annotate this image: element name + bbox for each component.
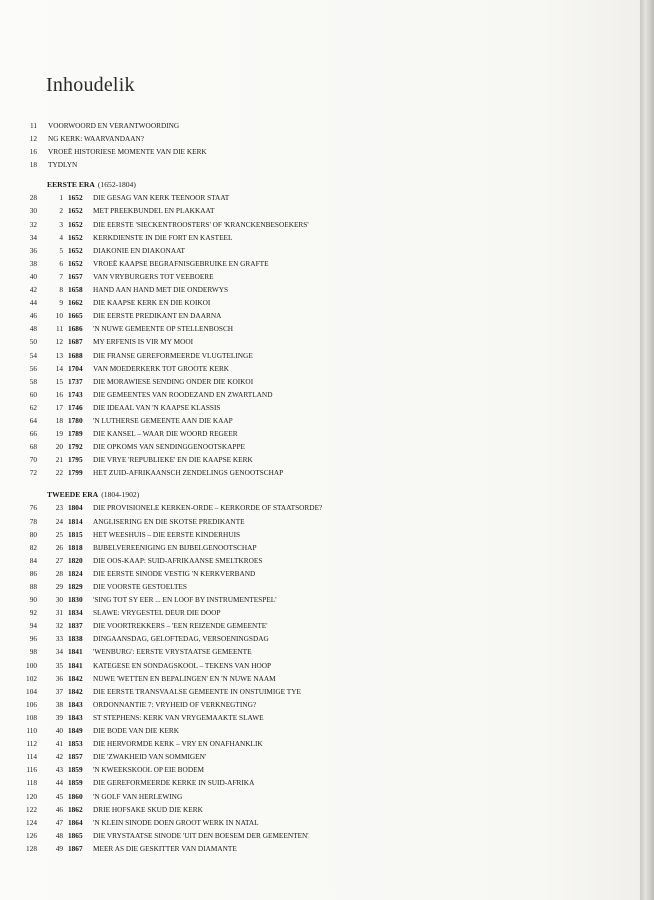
- chapter-number: 32: [55, 621, 63, 631]
- chapter-number: 11: [55, 324, 63, 334]
- chapter-number: 34: [55, 647, 63, 657]
- page-number: 18: [29, 160, 37, 170]
- chapter-number: 49: [55, 843, 63, 853]
- entry-title: DIE BODE VAN DIE KERK: [93, 726, 180, 736]
- era-heading: [0, 488, 640, 501]
- page-number: 56: [29, 363, 37, 373]
- chapter-year: 1814: [68, 516, 83, 526]
- chapter-year: 1841: [68, 660, 83, 670]
- chapter-number: 21: [55, 455, 63, 465]
- toc-entry: [0, 427, 640, 440]
- entry-title: DIE KAAPSE KERK EN DIE KOIKOI: [93, 298, 211, 308]
- entry-title: NG KERK: WAARVANDAAN?: [48, 134, 145, 144]
- toc-entry: [0, 816, 640, 829]
- toc-entry: [0, 645, 640, 658]
- page-number: 54: [29, 350, 37, 360]
- toc-entry: [0, 453, 640, 466]
- chapter-number: 29: [55, 582, 63, 591]
- entry-title: DINGAANSDAG, GELOFTEDAG, VERSOENINGSDAG: [93, 634, 269, 644]
- toc-entry: [0, 711, 640, 724]
- toc-entry: [0, 401, 640, 414]
- page-number: 118: [26, 778, 37, 788]
- page-number: 124: [26, 817, 37, 827]
- page-number: 44: [29, 298, 37, 308]
- toc-entry: [0, 672, 640, 685]
- toc-entry: [0, 270, 640, 283]
- chapter-year: 1837: [68, 621, 83, 631]
- entry-title: DIE VOORTREKKERS – 'EEN REIZENDE GEMEENTE': [93, 621, 268, 631]
- chapter-year: 1843: [68, 712, 83, 722]
- chapter-year: 1853: [68, 739, 83, 749]
- chapter-year: 1804: [68, 503, 83, 513]
- entry-title: VROEË KAAPSE BEGRAFNISGEBRUIKE EN GRAFTE: [93, 258, 269, 268]
- page-edge: [640, 0, 654, 900]
- toc-entry: [0, 659, 640, 672]
- table-of-contents: [0, 119, 640, 855]
- chapter-number: 45: [55, 791, 63, 801]
- entry-title: MET PREEKBUNDEL EN PLAKKAAT: [93, 206, 215, 216]
- chapter-year: 1834: [68, 608, 83, 618]
- toc-entry: [0, 606, 640, 619]
- toc-entry: [0, 440, 640, 453]
- intro-row: [0, 145, 640, 158]
- chapter-year: 1662: [68, 298, 83, 308]
- page-number: 68: [29, 442, 37, 452]
- page-number: 116: [26, 765, 37, 775]
- chapter-number: 28: [55, 568, 63, 578]
- toc-entry: [0, 335, 640, 348]
- page-number: 106: [26, 699, 37, 709]
- chapter-number: 14: [55, 363, 63, 373]
- chapter-year: 1842: [68, 673, 83, 683]
- page-number: 72: [29, 468, 37, 478]
- chapter-number: 17: [55, 402, 63, 412]
- entry-title: 'N KWEEKSKOOL OP EIE BODEM: [93, 765, 205, 775]
- page-number: 122: [26, 804, 37, 814]
- page-number: 38: [29, 258, 37, 268]
- chapter-year: 1686: [68, 324, 83, 334]
- chapter-year: 1688: [68, 350, 83, 360]
- chapter-year: 1652: [68, 245, 83, 255]
- page-number: 92: [29, 608, 37, 618]
- entry-title: DIE KANSEL – WAAR DIE WOORD REGEER: [93, 429, 238, 439]
- entry-title: 'SING TOT SY EER ... EN LOOF BY INSTRUMENTESPEL': [93, 595, 277, 605]
- toc-entry: [0, 466, 640, 479]
- chapter-year: 1864: [68, 817, 83, 827]
- toc-entry: [0, 829, 640, 842]
- chapter-year: 1737: [68, 376, 83, 386]
- chapter-year: 1842: [68, 686, 83, 696]
- page-number: 30: [29, 206, 37, 216]
- toc-entry: [0, 724, 640, 737]
- entry-title: VAN MOEDERKERK TOT GROOTE KERK: [93, 363, 230, 373]
- chapter-number: 16: [55, 389, 63, 399]
- page-number: 16: [29, 147, 37, 157]
- chapter-number: 48: [55, 830, 63, 840]
- chapter-year: 1838: [68, 634, 83, 644]
- page-number: 90: [29, 595, 37, 605]
- toc-entry: [0, 632, 640, 645]
- chapter-number: 19: [55, 429, 63, 439]
- intro-row: [0, 119, 640, 132]
- chapter-number: 10: [55, 311, 63, 321]
- chapter-year: 1780: [68, 415, 83, 425]
- chapter-number: 33: [55, 634, 63, 644]
- chapter-number: 41: [55, 739, 63, 749]
- entry-title: DIE GESAG VAN KERK TEENOOR STAAT: [93, 193, 230, 203]
- chapter-number: 5: [59, 245, 63, 255]
- era-heading: [0, 178, 640, 191]
- entry-title: DIE GEMEENTES VAN ROODEZAND EN ZWARTLAND: [93, 389, 273, 399]
- chapter-year: 1657: [68, 271, 83, 281]
- entry-title: NUWE 'WETTEN EN BEPALINGEN' EN 'N NUWE NAAM: [93, 673, 276, 683]
- chapter-number: 22: [55, 468, 63, 478]
- chapter-number: 9: [59, 298, 63, 308]
- chapter-year: 1652: [68, 219, 83, 229]
- entry-title: BIJBELVEREENIGING EN BIJBELGENOOTSCHAP: [93, 542, 257, 552]
- entry-title: ORDONNANTIE 7: VRYHEID OF VERKNEGTING?: [93, 699, 257, 709]
- era-range: (1652-1804): [97, 180, 136, 190]
- page-number: 128: [26, 843, 37, 853]
- toc-entry: [0, 763, 640, 776]
- toc-entry: [0, 244, 640, 257]
- toc-entry: [0, 375, 640, 388]
- page-number: 32: [29, 219, 37, 229]
- chapter-number: 30: [55, 595, 63, 605]
- toc-entry: [0, 501, 640, 514]
- entry-title: VROEË HISTORIESE MOMENTE VAN DIE KERK: [48, 147, 207, 157]
- entry-title: DIE MORAWIESE SENDING ONDER DIE KOIKOI: [93, 376, 254, 386]
- page-number: 110: [26, 726, 37, 736]
- chapter-number: 35: [55, 660, 63, 670]
- chapter-year: 1743: [68, 389, 83, 399]
- chapter-year: 1829: [68, 582, 83, 591]
- page-number: 50: [29, 337, 37, 347]
- chapter-year: 1652: [68, 206, 83, 216]
- chapter-year: 1815: [68, 529, 83, 539]
- toc-entry: [0, 528, 640, 541]
- chapter-year: 1792: [68, 442, 83, 452]
- entry-title: DIE VOORSTE GESTOELTES: [93, 582, 187, 591]
- entry-title: DIE OOS-KAAP: SUID-AFRIKAANSE SMELTKROES: [93, 555, 263, 565]
- chapter-number: 2: [59, 206, 63, 216]
- chapter-year: 1652: [68, 258, 83, 268]
- toc-entry: [0, 191, 640, 204]
- chapter-year: 1799: [68, 468, 83, 478]
- page-number: 88: [29, 582, 37, 591]
- chapter-year: 1687: [68, 337, 83, 347]
- chapter-number: 38: [55, 699, 63, 709]
- toc-entry: [0, 204, 640, 217]
- page-number: 102: [26, 673, 37, 683]
- page-number: 96: [29, 634, 37, 644]
- entry-title: DIE EERSTE SINODE VESTIG 'N KERKVERBAND: [93, 568, 256, 578]
- intro-row: [0, 158, 640, 171]
- chapter-number: 31: [55, 608, 63, 618]
- entry-title: ST STEPHENS: KERK VAN VRYGEMAAKTE SLAWE: [93, 712, 264, 722]
- toc-entry: [0, 218, 640, 231]
- entry-title: DIE IDEAAL VAN 'N KAAPSE KLASSIS: [93, 402, 221, 412]
- chapter-year: 1830: [68, 595, 83, 605]
- page-number: 40: [29, 271, 37, 281]
- entry-title: DIE VRYE 'REPUBLIEKE' EN DIE KAAPSE KERK: [93, 455, 253, 465]
- page-number: 100: [26, 660, 37, 670]
- toc-entry: [0, 515, 640, 528]
- page-number: 11: [29, 121, 37, 130]
- page-number: 98: [29, 647, 37, 657]
- toc-entry: [0, 283, 640, 296]
- toc-entry: [0, 790, 640, 803]
- page-number: 84: [29, 555, 37, 565]
- entry-title: DIE 'ZWAKHEID VAN SOMMIGEN': [93, 752, 207, 762]
- chapter-year: 1867: [68, 843, 83, 853]
- entry-title: MEER AS DIE GESKITTER VAN DIAMANTE: [93, 843, 237, 853]
- toc-entry: [0, 619, 640, 632]
- entry-title: DIE EERSTE 'SIECKENTROOSTERS' OF 'KRANCKENBESOEKERS': [93, 219, 309, 229]
- chapter-number: 36: [55, 673, 63, 683]
- entry-title: DIE EERSTE TRANSVAALSE GEMEENTE IN ONSTUIMIGE TYE: [93, 686, 301, 696]
- page-number: 66: [29, 429, 37, 439]
- page-number: 12: [29, 134, 37, 144]
- toc-entry: [0, 231, 640, 244]
- section-spacer: [0, 171, 640, 178]
- chapter-year: 1841: [68, 647, 83, 657]
- toc-entry: [0, 322, 640, 335]
- page-number: 78: [29, 516, 37, 526]
- chapter-number: 15: [55, 376, 63, 386]
- chapter-year: 1860: [68, 791, 83, 801]
- entry-title: MY ERFENIS IS VIR MY MOOI: [93, 337, 194, 347]
- chapter-year: 1652: [68, 193, 83, 203]
- era-name: TWEEDE ERA: [47, 490, 99, 500]
- toc-entry: [0, 580, 640, 593]
- chapter-number: 13: [55, 350, 63, 360]
- page-number: 120: [26, 791, 37, 801]
- chapter-number: 7: [59, 271, 63, 281]
- chapter-number: 12: [55, 337, 63, 347]
- chapter-number: 25: [55, 529, 63, 539]
- chapter-year: 1795: [68, 455, 83, 465]
- toc-entry: [0, 541, 640, 554]
- chapter-number: 8: [59, 285, 63, 295]
- chapter-number: 3: [59, 219, 63, 229]
- chapter-number: 39: [55, 712, 63, 722]
- chapter-year: 1824: [68, 568, 83, 578]
- chapter-number: 1: [59, 193, 63, 203]
- chapter-number: 6: [59, 258, 63, 268]
- page-number: 114: [26, 752, 37, 762]
- entry-title: KATEGESE EN SONDAGSKOOL – TEKENS VAN HOOP: [93, 660, 272, 670]
- entry-title: VAN VRYBURGERS TOT VEEBOERE: [93, 271, 214, 281]
- entry-title: VOORWOORD EN VERANTWOORDING: [48, 121, 180, 130]
- toc-entry: [0, 309, 640, 322]
- chapter-year: 1859: [68, 778, 83, 788]
- page-number: 48: [29, 324, 37, 334]
- toc-entry: [0, 567, 640, 580]
- page-number: 108: [26, 712, 37, 722]
- section-spacer: [0, 479, 640, 488]
- toc-entry: [0, 685, 640, 698]
- chapter-year: 1658: [68, 285, 83, 295]
- toc-entry: [0, 803, 640, 816]
- entry-title: TYDLYN: [48, 160, 78, 170]
- chapter-year: 1862: [68, 804, 83, 814]
- toc-entry: [0, 388, 640, 401]
- chapter-year: 1652: [68, 232, 83, 242]
- toc-entry: [0, 349, 640, 362]
- chapter-number: 46: [55, 804, 63, 814]
- chapter-number: 37: [55, 686, 63, 696]
- entry-title: DRIE HOFSAKE SKUD DIE KERK: [93, 804, 203, 814]
- chapter-year: 1843: [68, 699, 83, 709]
- page-title: Inhoudelik: [46, 74, 135, 96]
- toc-entry: [0, 362, 640, 375]
- entry-title: DIE VRYSTAATSE SINODE 'UIT DEN BOESEM DER GEMEENTEN': [93, 830, 309, 840]
- page-number: 112: [26, 739, 37, 749]
- entry-title: 'WENBURG': EERSTE VRYSTAATSE GEMEENTE: [93, 647, 252, 657]
- page-number: 126: [26, 830, 37, 840]
- chapter-number: 20: [55, 442, 63, 452]
- chapter-number: 26: [55, 542, 63, 552]
- entry-title: 'N NUWE GEMEENTE OP STELLENBOSCH: [93, 324, 234, 334]
- intro-row: [0, 132, 640, 145]
- toc-entry: [0, 414, 640, 427]
- entry-title: DIE PROVISIONELE KERKEN-ORDE – KERKORDE OF STAATSORDE?: [93, 503, 323, 513]
- chapter-number: 23: [55, 503, 63, 513]
- chapter-number: 42: [55, 752, 63, 762]
- chapter-number: 27: [55, 555, 63, 565]
- chapter-year: 1704: [68, 363, 83, 373]
- entry-title: HAND AAN HAND MET DIE ONDERWYS: [93, 285, 229, 295]
- toc-entry: [0, 842, 640, 855]
- page-number: 46: [29, 311, 37, 321]
- entry-title: DIE EERSTE PREDIKANT EN DAARNA: [93, 311, 222, 321]
- page-number: 62: [29, 402, 37, 412]
- page-number: 58: [29, 376, 37, 386]
- toc-entry: [0, 750, 640, 763]
- page-number: 76: [29, 503, 37, 513]
- page-number: 64: [29, 415, 37, 425]
- page-number: 70: [29, 455, 37, 465]
- chapter-number: 18: [55, 415, 63, 425]
- chapter-number: 24: [55, 516, 63, 526]
- era-range: (1804-1902): [101, 490, 140, 500]
- page-number: 28: [29, 193, 37, 203]
- chapter-year: 1859: [68, 765, 83, 775]
- toc-entry: [0, 554, 640, 567]
- era-name: EERSTE ERA: [47, 180, 95, 190]
- entry-title: DIE OPKOMS VAN SENDINGGENOOTSKAPPE: [93, 442, 245, 452]
- toc-entry: [0, 257, 640, 270]
- toc-entry: [0, 296, 640, 309]
- entry-title: DIE FRANSE GEREFORMEERDE VLUGTELINGE: [93, 350, 253, 360]
- page-number: 82: [29, 542, 37, 552]
- chapter-year: 1857: [68, 752, 83, 762]
- entry-title: KERKDIENSTE IN DIE FORT EN KASTEEL: [93, 232, 233, 242]
- entry-title: HET ZUID-AFRIKAANSCH ZENDELINGS GENOOTSCHAP: [93, 468, 284, 478]
- page-number: 34: [29, 232, 37, 242]
- page-number: 94: [29, 621, 37, 631]
- entry-title: 'N KLEIN SINODE DOEN GROOT WERK IN NATAL: [93, 817, 259, 827]
- toc-entry: [0, 776, 640, 789]
- chapter-year: 1746: [68, 402, 83, 412]
- entry-title: HET WEESHUIS – DIE EERSTE KINDERHUIS: [93, 529, 241, 539]
- chapter-number: 4: [59, 232, 63, 242]
- entry-title: DIAKONIE EN DIAKONAAT: [93, 245, 186, 255]
- chapter-number: 47: [55, 817, 63, 827]
- toc-entry: [0, 698, 640, 711]
- page-number: 86: [29, 568, 37, 578]
- chapter-year: 1865: [68, 830, 83, 840]
- chapter-year: 1818: [68, 542, 83, 552]
- page-number: 42: [29, 285, 37, 295]
- chapter-year: 1665: [68, 311, 83, 321]
- chapter-year: 1789: [68, 429, 83, 439]
- chapter-year: 1849: [68, 726, 83, 736]
- entry-title: 'N LUTHERSE GEMEENTE AAN DIE KAAP: [93, 415, 233, 425]
- chapter-number: 40: [55, 726, 63, 736]
- page-number: 60: [29, 389, 37, 399]
- entry-title: SLAWE: VRYGESTEL DEUR DIE DOOP: [93, 608, 221, 618]
- toc-entry: [0, 737, 640, 750]
- entry-title: DIE GEREFORMEERDE KERKE IN SUID-AFRIKA: [93, 778, 255, 788]
- page-number: 80: [29, 529, 37, 539]
- chapter-number: 44: [55, 778, 63, 788]
- entry-title: DIE HERVORMDE KERK – VRY EN ONAFHANKLIK: [93, 739, 263, 749]
- entry-title: 'N GOLF VAN HERLEWING: [93, 791, 183, 801]
- page-number: 36: [29, 245, 37, 255]
- chapter-number: 43: [55, 765, 63, 775]
- toc-entry: [0, 593, 640, 606]
- entry-title: ANGLISERING EN DIE SKOTSE PREDIKANTE: [93, 516, 245, 526]
- page-number: 104: [26, 686, 37, 696]
- chapter-year: 1820: [68, 555, 83, 565]
